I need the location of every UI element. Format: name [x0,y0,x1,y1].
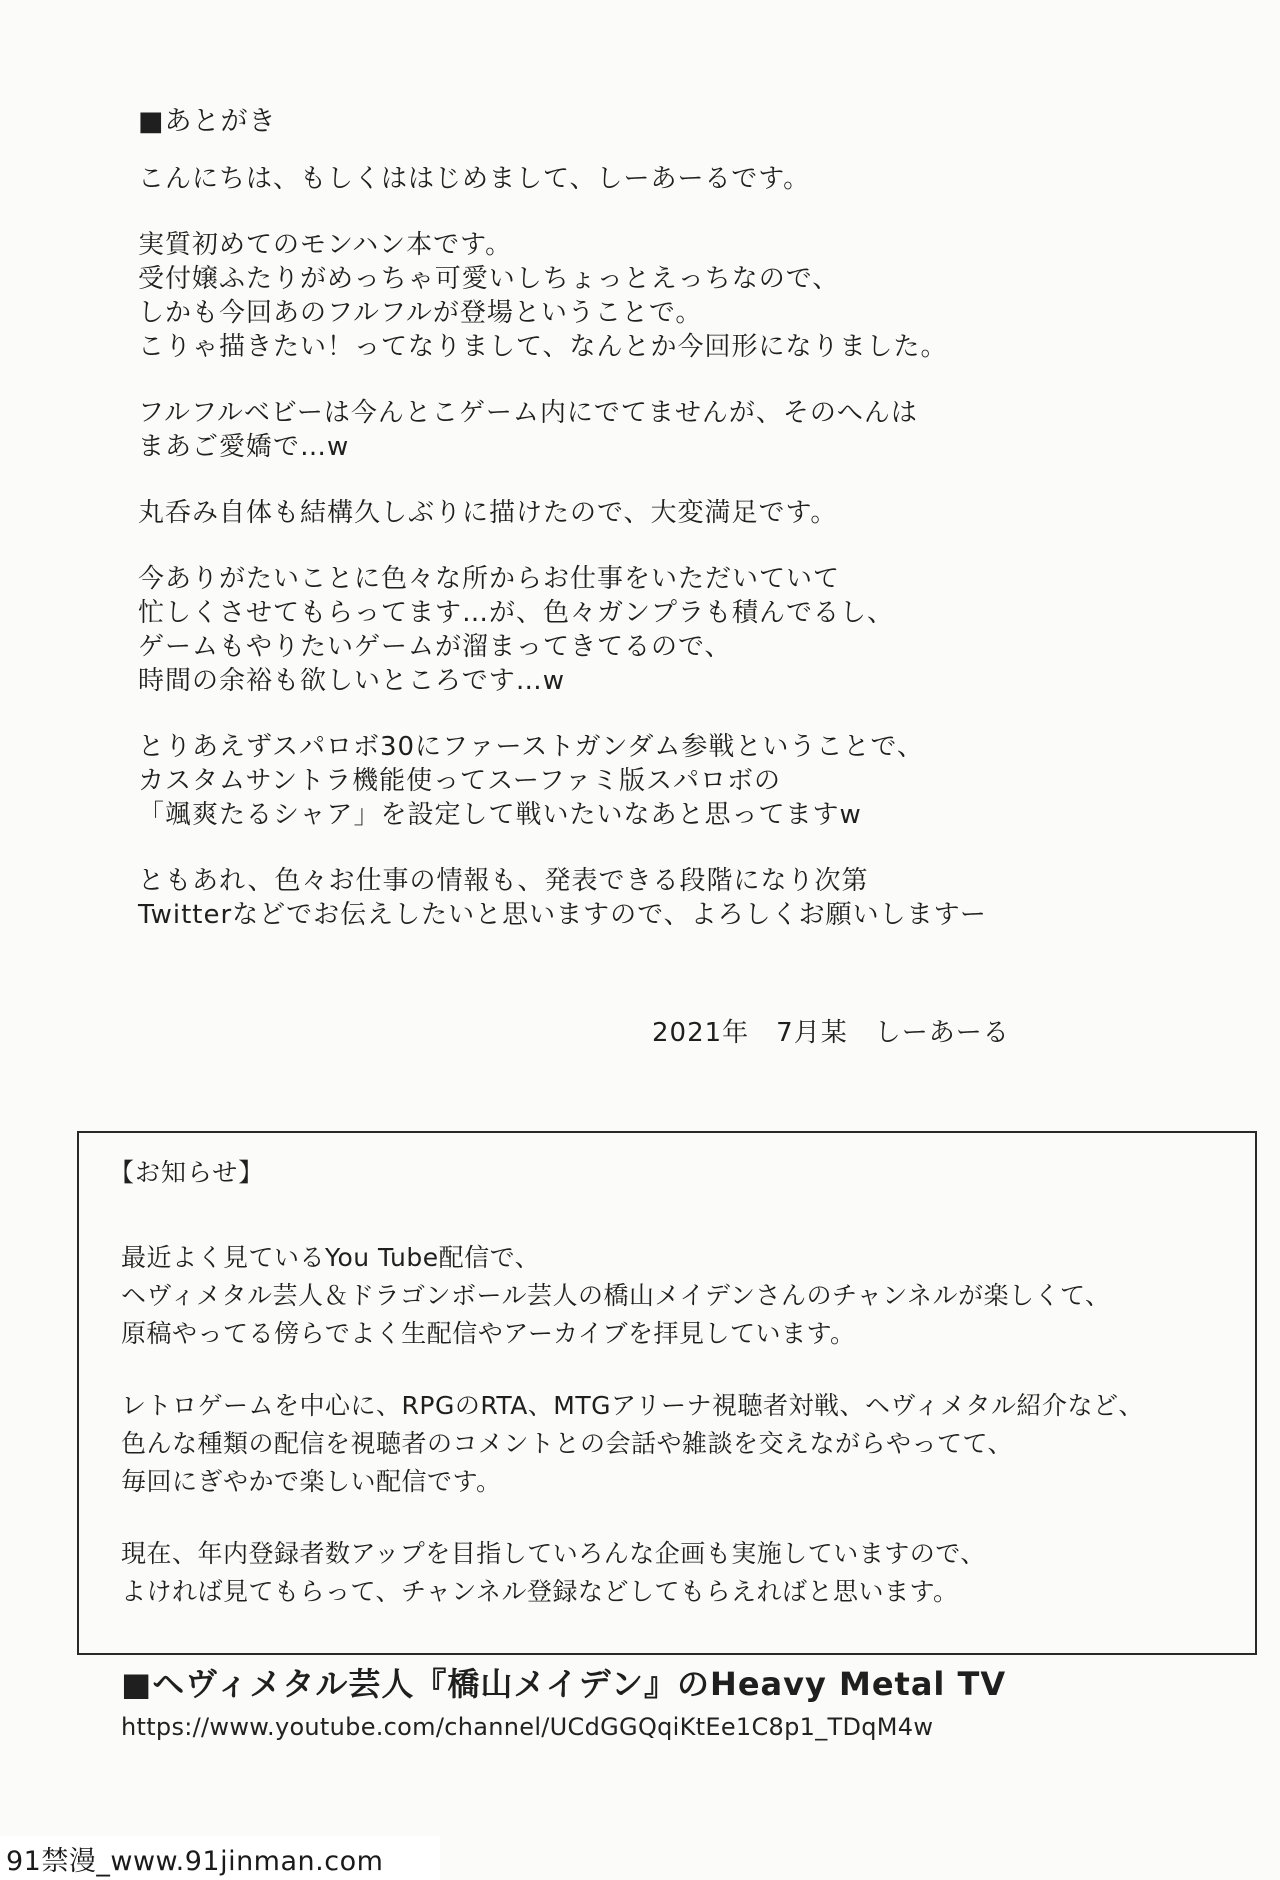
paragraph [138,496,1098,530]
text-line: 丸呑み自体も結構久しぶりに描けたので、大変満足です。 [138,498,838,528]
text-line: 実質初めてのモンハン本です。 [138,230,513,260]
channel-url-link[interactable]: https://www.youtube.com/channel/UCdGGQqiKtEe1C8p1_TDqM4w [121,1713,934,1741]
site-watermark[interactable] [0,1836,440,1880]
afterword-section [138,104,1098,964]
text-line: 最近よく見ているYou Tube配信で、 [121,1243,541,1272]
paragraph [121,1535,1241,1611]
text-line: 「颯爽たるシャア」を設定して戦いたいなあと思ってますw [138,800,862,830]
text-line: カスタムサントラ機能使ってスーファミ版スパロボの [138,766,782,796]
text-line: 色んな種類の配信を視聴者のコメントとの会話や雑談を交えながらやってて、 [121,1429,1014,1458]
paragraph [138,864,1098,932]
text-line: こりゃ描きたい！ってなりまして、なんとか今回形になりました。 [138,332,948,362]
text-line: ともあれ、色々お仕事の情報も、発表できる段階になり次第 [138,866,869,896]
text-line: こんにちは、もしくははじめまして、しーあーるです。 [138,164,811,194]
paragraph [138,228,1098,364]
text-line: 受付嬢ふたりがめっちゃ可愛いしちょっとえっちなので、 [138,264,840,294]
afterword-signature: 2021年 7月某 しーあーる [652,1018,1010,1048]
paragraph [138,396,1098,464]
text-line: Twitterなどでお伝えしたいと思いますので、よろしくお願いしますー [138,900,987,930]
afterword-body [138,162,1098,932]
paragraph [121,1387,1241,1501]
notice-title: 【お知らせ】 [109,1158,265,1187]
text-line: レトロゲームを中心に、RPGのRTA、MTGアリーナ視聴者対戦、ヘヴィメタル紹介など、 [121,1391,1145,1420]
text-line: 忙しくさせてもらってます…が、色々ガンプラも積んでるし、 [138,598,895,628]
text-line: ヘヴィメタル芸人＆ドラゴンボール芸人の橋山メイデンさんのチャンネルが楽しくて、 [121,1281,1111,1310]
text-line: 今ありがたいことに色々な所からお仕事をいただいていて [138,564,841,594]
text-line: 時間の余裕も欲しいところです…w [138,666,566,696]
text-line: フルフルベビーは今んとこゲーム内にでてませんが、そのへんは [138,398,918,428]
text-line: しかも今回あのフルフルが登場ということで。 [138,298,703,328]
text-line: 現在、年内登録者数アップを目指していろんな企画も実施していますので、 [121,1539,986,1568]
paragraph [121,1239,1241,1353]
notice-body [121,1239,1241,1645]
afterword-heading: ■あとがき [138,106,277,137]
paragraph [138,562,1098,698]
text-line: 原稿やってる傍らでよく生配信やアーカイブを拝見しています。 [121,1319,856,1348]
channel-title: ■ヘヴィメタル芸人『橋山メイデン』のHeavy Metal TV [121,1665,1007,1703]
notice-box [77,1131,1257,1741]
watermark-text: 91禁漫_www.91jinman.com [6,1845,384,1877]
text-line: とりあえずスパロボ30にファーストガンダム参戦ということで、 [138,732,924,762]
text-line: ゲームもやりたいゲームが溜まってきてるので、 [138,632,732,662]
text-line: まあご愛嬌で…w [138,432,350,462]
paragraph [138,730,1098,832]
paragraph [138,162,1098,196]
text-line: 毎回にぎやかで楽しい配信です。 [121,1467,502,1496]
text-line: よければ見てもらって、チャンネル登録などしてもらえればと思います。 [121,1577,959,1606]
